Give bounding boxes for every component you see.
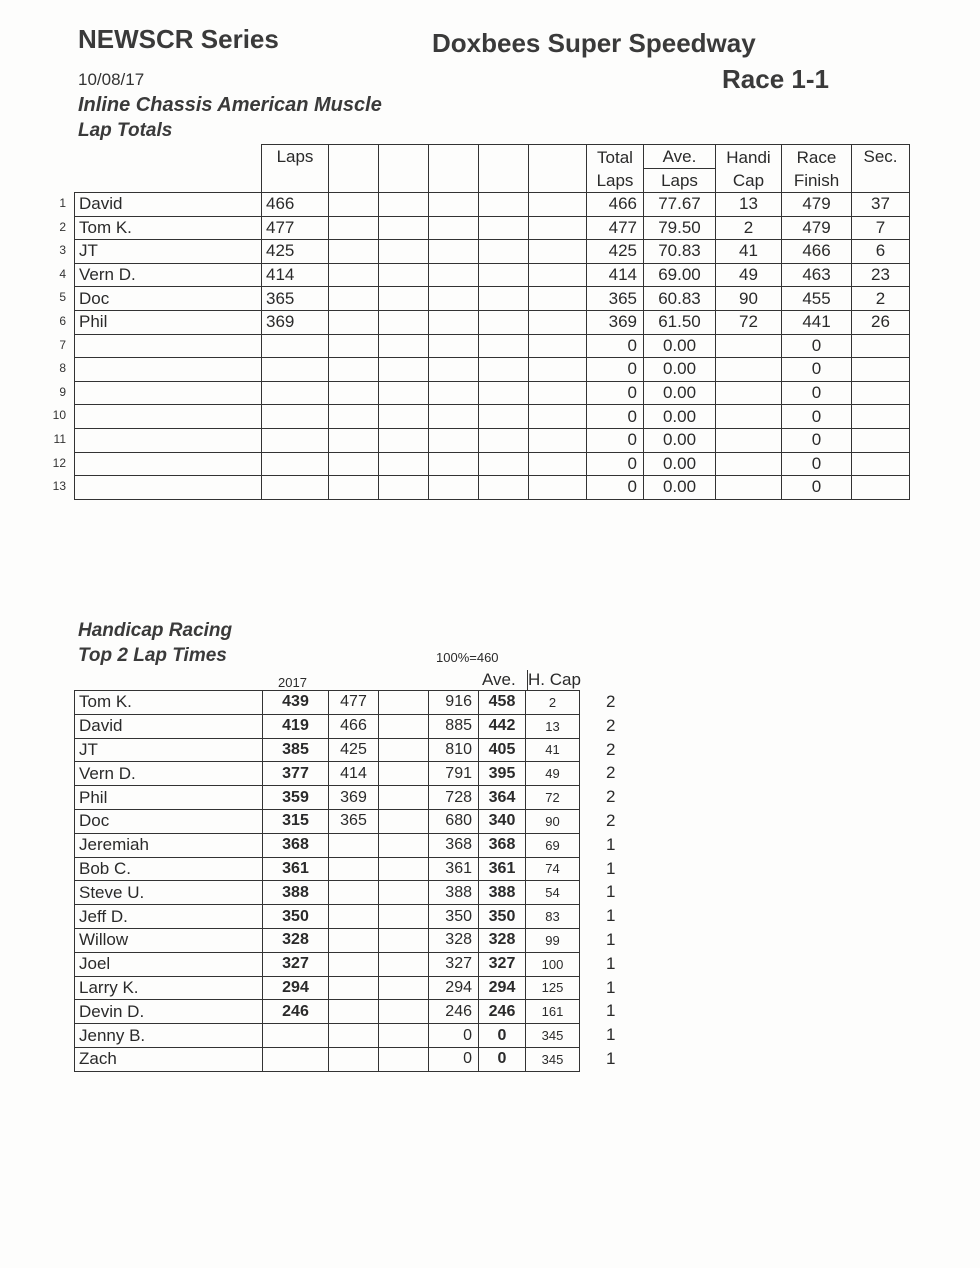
lap1-value: 377	[263, 762, 329, 786]
total-laps-value: 0	[587, 334, 644, 358]
race-finish-value: 463	[782, 263, 852, 287]
race-finish-header: Race Finish	[782, 145, 852, 193]
driver-name: Vern D.	[75, 263, 262, 287]
lap1-value: 328	[263, 928, 329, 952]
total-laps-value: 0	[587, 428, 644, 452]
lap2-value	[329, 928, 379, 952]
driver-name: Doc	[75, 287, 262, 311]
hcap-value: 72	[526, 786, 580, 810]
sec-value	[852, 358, 910, 382]
track-title: Doxbees Super Speedway	[432, 28, 756, 58]
total-value: 328	[429, 928, 479, 952]
sec-value	[852, 381, 910, 405]
laps-value	[262, 405, 329, 429]
handicap-title: Handicap Racing	[78, 620, 233, 641]
lap1-value: 350	[263, 905, 329, 929]
ave-value: 0	[479, 1024, 526, 1048]
ave-value: 0	[479, 1047, 526, 1071]
lap-count: 1	[606, 953, 616, 973]
ave-value: 327	[479, 952, 526, 976]
race-finish-value: 0	[782, 405, 852, 429]
ave-laps-value: 0.00	[644, 358, 716, 382]
total-value: 810	[429, 738, 479, 762]
lap2-value	[329, 833, 379, 857]
ave-value: 328	[479, 928, 526, 952]
hcap-value: 345	[526, 1024, 580, 1048]
laps-value: 369	[262, 310, 329, 334]
handicap-row	[75, 786, 580, 810]
driver-name: David	[75, 193, 262, 217]
hcap-value: 161	[526, 1000, 580, 1024]
race-finish-value: 0	[782, 428, 852, 452]
sec-value: 2	[852, 287, 910, 311]
row-number: 10	[52, 408, 66, 423]
lap-count: 2	[606, 692, 616, 711]
total-laps-value: 0	[587, 358, 644, 382]
lap-count: 1	[606, 882, 616, 902]
race-finish-value: 479	[782, 193, 852, 217]
hcap-value: 100	[526, 952, 580, 976]
race-finish-value: 0	[782, 334, 852, 358]
lap-totals-row	[75, 216, 910, 240]
sec-value: 7	[852, 216, 910, 240]
lap-totals-title: Lap Totals	[78, 120, 173, 141]
driver-name	[75, 358, 262, 382]
lap1-value: 294	[263, 976, 329, 1000]
lap2-value	[329, 881, 379, 905]
lap-count: 1	[606, 1001, 616, 1021]
lap-count: 1	[606, 930, 616, 949]
handicap-value: 49	[716, 263, 782, 287]
driver-name: JT	[75, 240, 262, 264]
handicap-value	[716, 405, 782, 429]
total-value: 350	[429, 905, 479, 929]
hcap-value: 69	[526, 833, 580, 857]
sec-value: 26	[852, 310, 910, 334]
handicap-body	[75, 691, 580, 1072]
handicap-row	[75, 714, 580, 738]
total-laps-value: 0	[587, 405, 644, 429]
class-title: Inline Chassis American Muscle	[78, 94, 382, 116]
laps-value: 425	[262, 240, 329, 264]
lap2-value: 369	[329, 786, 379, 810]
hcap-label: H. Cap	[528, 670, 581, 689]
handicap-row	[75, 928, 580, 952]
driver-name	[75, 476, 262, 500]
lap1-value	[263, 1047, 329, 1071]
lap-count: 1	[606, 858, 616, 878]
lap2-value	[329, 857, 379, 881]
sec-value	[852, 334, 910, 358]
driver-name: Bob C.	[75, 857, 263, 881]
ave-value: 246	[479, 1000, 526, 1024]
total-value: 361	[429, 857, 479, 881]
handicap-row	[75, 762, 580, 786]
handicap-value	[716, 358, 782, 382]
handicap-value	[716, 381, 782, 405]
lap2-value	[329, 1000, 379, 1024]
handicap-row	[75, 1000, 580, 1024]
lap1-value: 361	[263, 857, 329, 881]
ave-laps-value: 70.83	[644, 240, 716, 264]
ave-value: 395	[479, 762, 526, 786]
lap-totals-table	[74, 144, 910, 500]
race-finish-value: 455	[782, 287, 852, 311]
handicap-value	[716, 452, 782, 476]
driver-name: Jenny B.	[75, 1024, 263, 1048]
lap1-value: 359	[263, 786, 329, 810]
ave-laps-value: 69.00	[644, 263, 716, 287]
driver-name	[75, 381, 262, 405]
handicap-row	[75, 857, 580, 881]
driver-name: Zach	[75, 1047, 263, 1071]
row-number: 5	[59, 290, 66, 305]
lap-count: 1	[606, 977, 616, 997]
lap-totals-row	[75, 428, 910, 452]
sec-value: 6	[852, 240, 910, 264]
ave-value: 364	[479, 786, 526, 810]
driver-name: Tom K.	[75, 216, 262, 240]
ave-value: 405	[479, 738, 526, 762]
driver-name: Devin D.	[75, 1000, 263, 1024]
lap2-value	[329, 1047, 379, 1071]
ave-value: 340	[479, 809, 526, 833]
laps-header: Laps	[262, 145, 329, 193]
total-value: 294	[429, 976, 479, 1000]
total-laps-header: Total Laps	[587, 145, 644, 193]
handicap-row	[75, 738, 580, 762]
lap-count: 2	[606, 715, 616, 735]
total-laps-value: 477	[587, 216, 644, 240]
driver-name: Jeff D.	[75, 905, 263, 929]
handicap-value: 2	[716, 216, 782, 240]
lap1-value: 327	[263, 952, 329, 976]
handicap-row	[75, 905, 580, 929]
hcap-value: 54	[526, 881, 580, 905]
driver-name: JT	[75, 738, 263, 762]
year-label: 2017	[278, 675, 307, 690]
driver-name	[75, 405, 262, 429]
lap1-value: 246	[263, 1000, 329, 1024]
race-finish-value: 0	[782, 381, 852, 405]
driver-name: David	[75, 714, 263, 738]
row-number: 9	[59, 384, 66, 399]
driver-name	[75, 428, 262, 452]
driver-name: Phil	[75, 786, 263, 810]
laps-value: 477	[262, 216, 329, 240]
total-value: 791	[429, 762, 479, 786]
total-laps-value: 466	[587, 193, 644, 217]
total-laps-value: 414	[587, 263, 644, 287]
ave-laps-value: 0.00	[644, 381, 716, 405]
sec-value	[852, 428, 910, 452]
sec-header: Sec.	[852, 145, 910, 193]
lap1-value: 315	[263, 809, 329, 833]
lap-totals-row	[75, 381, 910, 405]
ave-laps-value: 0.00	[644, 476, 716, 500]
driver-name: Steve U.	[75, 881, 263, 905]
lap1-value: 419	[263, 714, 329, 738]
lap-totals-row	[75, 287, 910, 311]
lap1-value	[263, 1024, 329, 1048]
driver-name: Jeremiah	[75, 833, 263, 857]
laps-value: 466	[262, 193, 329, 217]
row-number: 4	[59, 266, 66, 281]
hcap-value: 99	[526, 928, 580, 952]
total-laps-value: 425	[587, 240, 644, 264]
driver-name	[75, 334, 262, 358]
ave-value: 361	[479, 857, 526, 881]
ave-laps-value: 0.00	[644, 428, 716, 452]
lap2-value: 466	[329, 714, 379, 738]
laps-value	[262, 476, 329, 500]
lap-totals-row	[75, 476, 910, 500]
total-value: 0	[429, 1024, 479, 1048]
race-title: Race 1-1	[722, 64, 829, 94]
total-value: 246	[429, 1000, 479, 1024]
hcap-value: 41	[526, 738, 580, 762]
hcap-value: 74	[526, 857, 580, 881]
handicap-row	[75, 1047, 580, 1071]
lap2-value	[329, 905, 379, 929]
laps-value: 414	[262, 263, 329, 287]
driver-name: Phil	[75, 310, 262, 334]
total-value: 916	[429, 691, 479, 715]
handicap-value	[716, 476, 782, 500]
total-value: 327	[429, 952, 479, 976]
total-value: 885	[429, 714, 479, 738]
row-number: 3	[59, 243, 66, 258]
lap-count: 2	[606, 787, 616, 807]
race-finish-value: 441	[782, 310, 852, 334]
handicap-row	[75, 952, 580, 976]
sec-value: 37	[852, 193, 910, 217]
lap2-value	[329, 976, 379, 1000]
laps-value	[262, 334, 329, 358]
total-value: 368	[429, 833, 479, 857]
hcap-value: 345	[526, 1047, 580, 1071]
lap1-value: 388	[263, 881, 329, 905]
handicap-value: 90	[716, 287, 782, 311]
row-number: 7	[59, 337, 66, 352]
handicap-value: 72	[716, 310, 782, 334]
lap1-value: 385	[263, 738, 329, 762]
handicap-row	[75, 809, 580, 833]
handicap-subtitle: Top 2 Lap Times	[78, 645, 227, 666]
lap-totals-row	[75, 263, 910, 287]
lap2-value	[329, 1024, 379, 1048]
ave-value: 388	[479, 881, 526, 905]
driver-name: Doc	[75, 809, 263, 833]
row-number: 2	[59, 219, 66, 234]
lap1-value: 368	[263, 833, 329, 857]
lap-totals-row	[75, 334, 910, 358]
lap2-value: 425	[329, 738, 379, 762]
lap-totals-row	[75, 452, 910, 476]
driver-name: Vern D.	[75, 762, 263, 786]
ave-laps-value: 77.67	[644, 193, 716, 217]
total-laps-value: 0	[587, 381, 644, 405]
lap-totals-row	[75, 193, 910, 217]
handicap-value	[716, 428, 782, 452]
race-finish-value: 466	[782, 240, 852, 264]
lap-count: 1	[606, 1025, 616, 1045]
driver-name: Willow	[75, 928, 263, 952]
lap-count: 1	[606, 834, 616, 854]
lap-totals-row	[75, 358, 910, 382]
lap2-value: 414	[329, 762, 379, 786]
lap-totals-row	[75, 310, 910, 334]
laps-value	[262, 428, 329, 452]
lap2-value: 365	[329, 809, 379, 833]
percent-note: 100%=460	[436, 650, 499, 665]
ave-value: 368	[479, 833, 526, 857]
race-finish-value: 0	[782, 476, 852, 500]
ave-value: 294	[479, 976, 526, 1000]
total-value: 388	[429, 881, 479, 905]
sec-value	[852, 405, 910, 429]
sec-value	[852, 452, 910, 476]
ave-value: 458	[479, 691, 526, 715]
hcap-value: 90	[526, 809, 580, 833]
total-laps-value: 0	[587, 452, 644, 476]
lap2-value	[329, 952, 379, 976]
total-value: 728	[429, 786, 479, 810]
lap-count: 2	[606, 811, 616, 830]
laps-value	[262, 452, 329, 476]
ave-laps-value: 60.83	[644, 287, 716, 311]
row-number: 12	[52, 455, 66, 470]
ave-laps-value: 0.00	[644, 452, 716, 476]
handicap-table	[74, 690, 580, 1072]
handicap-value: 41	[716, 240, 782, 264]
driver-name	[75, 452, 262, 476]
ave-laps-value: 0.00	[644, 405, 716, 429]
laps-value: 365	[262, 287, 329, 311]
handicap-row	[75, 833, 580, 857]
race-finish-value: 0	[782, 358, 852, 382]
lap-totals-row	[75, 405, 910, 429]
row-number: 1	[59, 196, 66, 210]
hcap-value: 83	[526, 905, 580, 929]
ave-laps-value: 79.50	[644, 216, 716, 240]
handicap-value	[716, 334, 782, 358]
handicap-row	[75, 881, 580, 905]
laps-value	[262, 381, 329, 405]
driver-name: Tom K.	[75, 691, 263, 715]
laps-value	[262, 358, 329, 382]
series-title: NEWSCR Series	[78, 24, 279, 54]
lap-count: 2	[606, 739, 616, 759]
handicap-header: Handi Cap	[716, 145, 782, 193]
hcap-value: 2	[526, 691, 580, 715]
hcap-value: 125	[526, 976, 580, 1000]
handicap-row	[75, 976, 580, 1000]
ave-laps-value: 61.50	[644, 310, 716, 334]
race-date: 10/08/17	[78, 70, 145, 89]
lap-count: 2	[606, 763, 616, 783]
handicap-value: 13	[716, 193, 782, 217]
race-finish-value: 0	[782, 452, 852, 476]
ave-value: 442	[479, 714, 526, 738]
driver-name: Joel	[75, 952, 263, 976]
total-value: 0	[429, 1047, 479, 1071]
ave-laps-header: Ave. Laps	[644, 145, 716, 193]
lap-count: 1	[606, 906, 616, 926]
ave-laps-value: 0.00	[644, 334, 716, 358]
handicap-row	[75, 691, 580, 715]
lap-totals-header-row	[75, 145, 910, 193]
lap-count: 1	[606, 1049, 616, 1068]
total-value: 680	[429, 809, 479, 833]
ave-value: 350	[479, 905, 526, 929]
total-laps-value: 0	[587, 476, 644, 500]
sec-value	[852, 476, 910, 500]
row-number: 13	[52, 479, 66, 494]
handicap-row	[75, 1024, 580, 1048]
total-laps-value: 365	[587, 287, 644, 311]
total-laps-value: 369	[587, 310, 644, 334]
hcap-value: 13	[526, 714, 580, 738]
hcap-value: 49	[526, 762, 580, 786]
ave-label: Ave.	[482, 670, 516, 689]
row-number: 8	[59, 361, 66, 376]
race-finish-value: 479	[782, 216, 852, 240]
driver-name: Larry K.	[75, 976, 263, 1000]
row-number: 11	[53, 432, 66, 446]
lap-totals-body	[75, 193, 910, 500]
lap2-value: 477	[329, 691, 379, 715]
lap1-value: 439	[263, 691, 329, 715]
row-number: 6	[59, 314, 66, 328]
sec-value: 23	[852, 263, 910, 287]
lap-totals-row	[75, 240, 910, 264]
